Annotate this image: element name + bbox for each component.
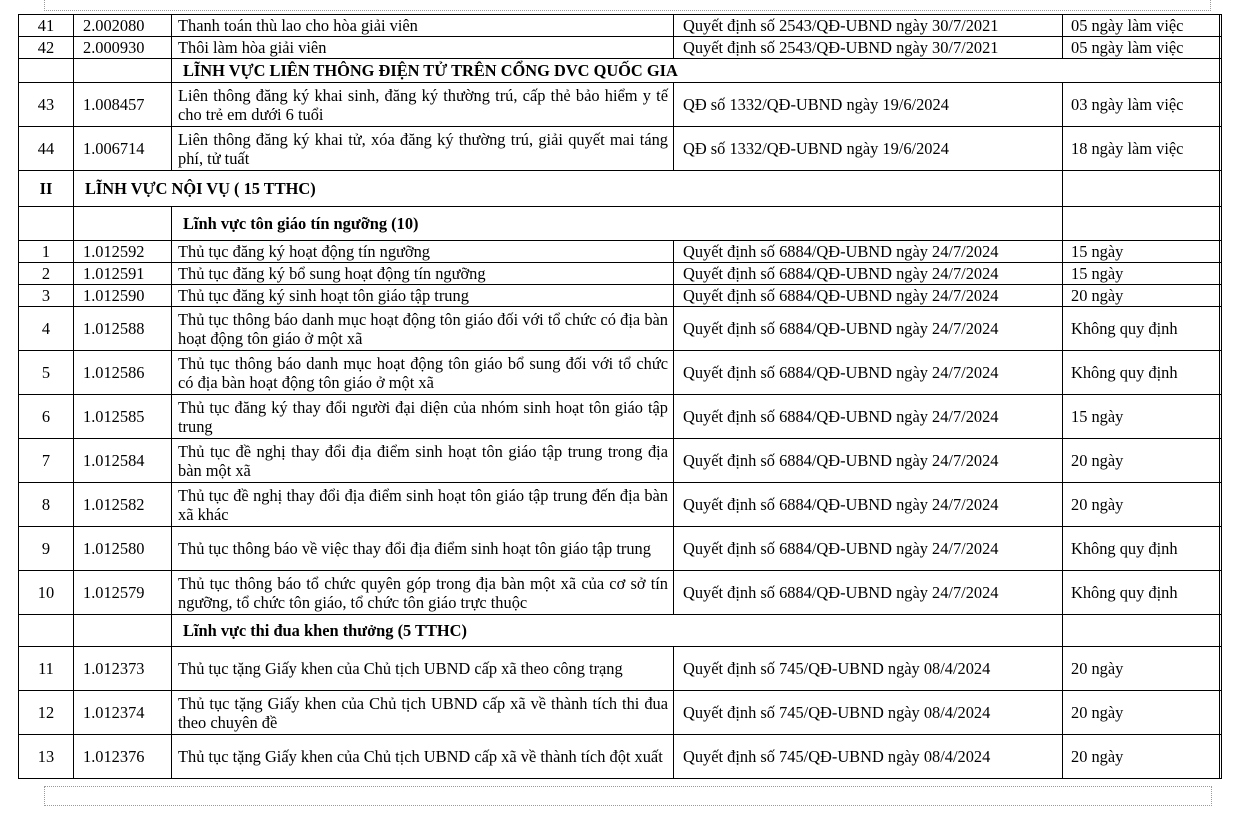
- procedure-code-cell: 1.012591: [74, 263, 172, 285]
- row-number-cell: 44: [19, 127, 74, 171]
- procedure-name-cell: Thủ tục đăng ký sinh hoạt tôn giáo tập trung: [172, 285, 674, 307]
- processing-time-cell: 20 ngày: [1063, 285, 1222, 307]
- processing-time-cell: 20 ngày: [1063, 647, 1222, 691]
- section-header-noivu: [19, 171, 1222, 207]
- decision-cell: Quyết định số 6884/QĐ-UBND ngày 24/7/2024: [674, 483, 1063, 527]
- section-header-lienthong: [19, 59, 1222, 83]
- table-row: [19, 285, 1222, 307]
- table-row: [19, 439, 1222, 483]
- decision-cell: QĐ số 1332/QĐ-UBND ngày 19/6/2024: [674, 83, 1063, 127]
- procedure-name-cell: Thanh toán thù lao cho hòa giải viên: [172, 15, 674, 37]
- procedure-name-cell: Thủ tục thông báo về việc thay đổi địa điểm sinh hoạt tôn giáo tập trung: [172, 527, 674, 571]
- page-edge-bottom: [44, 786, 1212, 806]
- subsection-header-tongiao: [19, 207, 1222, 241]
- procedures-table-body: [19, 15, 1222, 779]
- table-row: [19, 735, 1222, 779]
- row-number-cell: 2: [19, 263, 74, 285]
- decision-cell: Quyết định số 6884/QĐ-UBND ngày 24/7/2024: [674, 571, 1063, 615]
- section-number-cell: II: [19, 171, 74, 207]
- row-number-cell: 41: [19, 15, 74, 37]
- empty-cell: [74, 615, 172, 647]
- procedure-name-cell: Thủ tục tặng Giấy khen của Chủ tịch UBND cấp xã về thành tích thi đua theo chuyên đề: [172, 691, 674, 735]
- procedure-code-cell: 2.002080: [74, 15, 172, 37]
- decision-cell: Quyết định số 6884/QĐ-UBND ngày 24/7/2024: [674, 241, 1063, 263]
- processing-time-cell: Không quy định: [1063, 351, 1222, 395]
- row-number-cell: 12: [19, 691, 74, 735]
- table-row: [19, 647, 1222, 691]
- table-row: [19, 37, 1222, 59]
- table-row: [19, 395, 1222, 439]
- processing-time-cell: Không quy định: [1063, 307, 1222, 351]
- row-number-cell: 42: [19, 37, 74, 59]
- section-title-cell: Lĩnh vực thi đua khen thưởng (5 TTHC): [172, 615, 1063, 647]
- decision-cell: Quyết định số 6884/QĐ-UBND ngày 24/7/2024: [674, 395, 1063, 439]
- processing-time-cell: 20 ngày: [1063, 735, 1222, 779]
- procedure-name-cell: Thủ tục thông báo danh mục hoạt động tôn giáo bổ sung đối với tổ chức có địa bàn hoạt động tôn giáo ở một xã: [172, 351, 674, 395]
- procedure-code-cell: 1.012580: [74, 527, 172, 571]
- decision-cell: Quyết định số 6884/QĐ-UBND ngày 24/7/2024: [674, 307, 1063, 351]
- procedure-name-cell: Thủ tục đăng ký hoạt động tín ngưỡng: [172, 241, 674, 263]
- row-number-cell: 43: [19, 83, 74, 127]
- section-title-cell: Lĩnh vực tôn giáo tín ngưỡng (10): [172, 207, 1063, 241]
- empty-cell: [19, 207, 74, 241]
- procedure-name-cell: Thủ tục thông báo danh mục hoạt động tôn giáo đối với tổ chức có địa bàn hoạt động tôn giáo ở một xã: [172, 307, 674, 351]
- row-number-cell: 13: [19, 735, 74, 779]
- decision-cell: Quyết định số 745/QĐ-UBND ngày 08/4/2024: [674, 691, 1063, 735]
- section-title-cell: LĨNH VỰC LIÊN THÔNG ĐIỆN TỬ TRÊN CỔNG DVC QUỐC GIA: [172, 59, 1222, 83]
- processing-time-cell: Không quy định: [1063, 527, 1222, 571]
- empty-cell: [1063, 207, 1222, 241]
- empty-cell: [74, 207, 172, 241]
- table-row: [19, 241, 1222, 263]
- table-row: [19, 351, 1222, 395]
- row-number-cell: 3: [19, 285, 74, 307]
- table-row: [19, 83, 1222, 127]
- table-row: [19, 307, 1222, 351]
- subsection-header-thidua: [19, 615, 1222, 647]
- procedure-name-cell: Thủ tục đăng ký bổ sung hoạt động tín ngưỡng: [172, 263, 674, 285]
- row-number-cell: 10: [19, 571, 74, 615]
- row-number-cell: 11: [19, 647, 74, 691]
- empty-cell: [19, 615, 74, 647]
- decision-cell: Quyết định số 6884/QĐ-UBND ngày 24/7/2024: [674, 263, 1063, 285]
- processing-time-cell: 20 ngày: [1063, 439, 1222, 483]
- procedure-name-cell: Thôi làm hòa giải viên: [172, 37, 674, 59]
- decision-cell: QĐ số 1332/QĐ-UBND ngày 19/6/2024: [674, 127, 1063, 171]
- table-row: [19, 127, 1222, 171]
- procedure-code-cell: 1.006714: [74, 127, 172, 171]
- procedure-code-cell: 1.012592: [74, 241, 172, 263]
- decision-cell: Quyết định số 745/QĐ-UBND ngày 08/4/2024: [674, 735, 1063, 779]
- procedure-code-cell: 1.012588: [74, 307, 172, 351]
- row-number-cell: 7: [19, 439, 74, 483]
- empty-cell: [19, 59, 74, 83]
- empty-cell: [1063, 171, 1222, 207]
- section-title-cell: LĨNH VỰC NỘI VỤ ( 15 TTHC): [74, 171, 1063, 207]
- procedure-code-cell: 1.012584: [74, 439, 172, 483]
- procedure-name-cell: Thủ tục đăng ký thay đổi người đại diện của nhóm sinh hoạt tôn giáo tập trung: [172, 395, 674, 439]
- processing-time-cell: 15 ngày: [1063, 395, 1222, 439]
- table-row: [19, 483, 1222, 527]
- page-edge-top: [44, 0, 1211, 11]
- table-row: [19, 15, 1222, 37]
- procedure-name-cell: Thủ tục đề nghị thay đổi địa điểm sinh hoạt tôn giáo tập trung trong địa bàn một xã: [172, 439, 674, 483]
- procedure-code-cell: 1.012582: [74, 483, 172, 527]
- processing-time-cell: 05 ngày làm việc: [1063, 15, 1222, 37]
- decision-cell: Quyết định số 6884/QĐ-UBND ngày 24/7/2024: [674, 439, 1063, 483]
- row-number-cell: 5: [19, 351, 74, 395]
- processing-time-cell: 15 ngày: [1063, 241, 1222, 263]
- processing-time-cell: 20 ngày: [1063, 483, 1222, 527]
- procedure-code-cell: 2.000930: [74, 37, 172, 59]
- procedure-code-cell: 1.012376: [74, 735, 172, 779]
- procedure-name-cell: Thủ tục thông báo tổ chức quyên góp trong địa bàn một xã của cơ sở tín ngưỡng, tổ chức tôn giáo, tổ chức tôn giáo trực thuộc: [172, 571, 674, 615]
- decision-cell: Quyết định số 6884/QĐ-UBND ngày 24/7/2024: [674, 527, 1063, 571]
- decision-cell: Quyết định số 2543/QĐ-UBND ngày 30/7/2021: [674, 15, 1063, 37]
- row-number-cell: 4: [19, 307, 74, 351]
- decision-cell: Quyết định số 6884/QĐ-UBND ngày 24/7/2024: [674, 351, 1063, 395]
- procedure-code-cell: 1.012590: [74, 285, 172, 307]
- procedure-code-cell: 1.012373: [74, 647, 172, 691]
- procedure-code-cell: 1.012585: [74, 395, 172, 439]
- procedure-name-cell: Liên thông đăng ký khai sinh, đăng ký thường trú, cấp thẻ bảo hiểm y tế cho trẻ em dưới 6 tuổi: [172, 83, 674, 127]
- empty-cell: [1063, 615, 1222, 647]
- procedure-name-cell: Thủ tục tặng Giấy khen của Chủ tịch UBND cấp xã theo công trạng: [172, 647, 674, 691]
- row-number-cell: 8: [19, 483, 74, 527]
- row-number-cell: 1: [19, 241, 74, 263]
- procedure-code-cell: 1.012586: [74, 351, 172, 395]
- procedures-table: [18, 14, 1222, 779]
- decision-cell: Quyết định số 6884/QĐ-UBND ngày 24/7/2024: [674, 285, 1063, 307]
- procedure-name-cell: Thủ tục đề nghị thay đổi địa điểm sinh hoạt tôn giáo tập trung đến địa bàn xã khác: [172, 483, 674, 527]
- processing-time-cell: 05 ngày làm việc: [1063, 37, 1222, 59]
- procedure-code-cell: 1.012374: [74, 691, 172, 735]
- table-row: [19, 263, 1222, 285]
- decision-cell: Quyết định số 745/QĐ-UBND ngày 08/4/2024: [674, 647, 1063, 691]
- processing-time-cell: 03 ngày làm việc: [1063, 83, 1222, 127]
- processing-time-cell: Không quy định: [1063, 571, 1222, 615]
- table-row: [19, 527, 1222, 571]
- row-number-cell: 6: [19, 395, 74, 439]
- processing-time-cell: 18 ngày làm việc: [1063, 127, 1222, 171]
- table-row: [19, 571, 1222, 615]
- table-row: [19, 691, 1222, 735]
- empty-cell: [74, 59, 172, 83]
- procedure-code-cell: 1.012579: [74, 571, 172, 615]
- procedure-name-cell: Liên thông đăng ký khai tử, xóa đăng ký thường trú, giải quyết mai táng phí, tử tuất: [172, 127, 674, 171]
- processing-time-cell: 15 ngày: [1063, 263, 1222, 285]
- procedure-code-cell: 1.008457: [74, 83, 172, 127]
- procedure-name-cell: Thủ tục tặng Giấy khen của Chủ tịch UBND cấp xã về thành tích đột xuất: [172, 735, 674, 779]
- processing-time-cell: 20 ngày: [1063, 691, 1222, 735]
- row-number-cell: 9: [19, 527, 74, 571]
- decision-cell: Quyết định số 2543/QĐ-UBND ngày 30/7/2021: [674, 37, 1063, 59]
